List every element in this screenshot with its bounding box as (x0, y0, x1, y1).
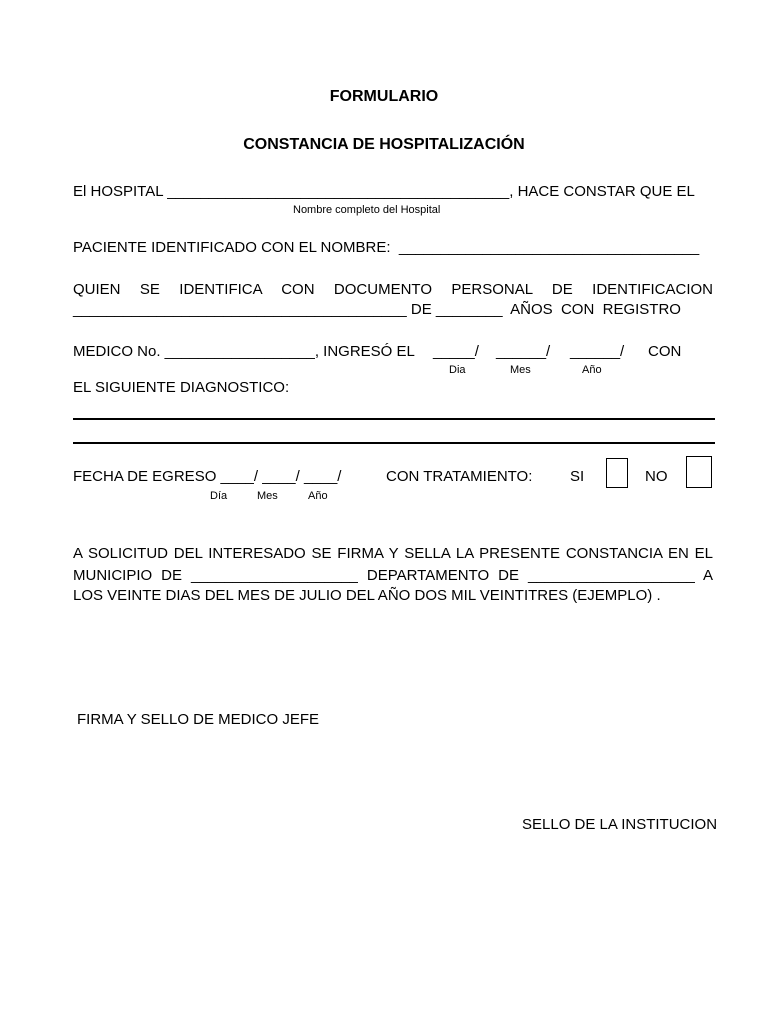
no-checkbox[interactable] (686, 456, 712, 488)
diagnostico-line-1[interactable] (73, 418, 715, 420)
tratamiento-label: CON TRATAMIENTO: (386, 468, 533, 485)
ingreso-year-caption: Año (582, 364, 602, 376)
form-subtitle: CONSTANCIA DE HOSPITALIZACIÓN (243, 136, 525, 153)
ingreso-year-field[interactable]: ______/ (570, 343, 625, 360)
si-label: SI (570, 468, 585, 485)
hospital-suffix: , HACE CONSTAR QUE EL (509, 183, 695, 200)
egreso-month-caption: Mes (257, 490, 278, 502)
firma-medico-jefe: FIRMA Y SELLO DE MEDICO JEFE (77, 711, 320, 728)
hospital-name-blank[interactable]: _________________________________________ (167, 183, 510, 200)
diagnostico-line-2[interactable] (73, 442, 715, 444)
con-label: CON (648, 343, 682, 360)
egreso-year-caption: Año (308, 490, 328, 502)
age-registro-text[interactable]: DE ________ AÑOS CON REGISTRO (406, 301, 681, 318)
ingreso-day-field[interactable]: _____/ (433, 343, 479, 360)
document-number-blank[interactable]: ________________________________________ (73, 301, 407, 318)
ingreso-month-caption: Mes (510, 364, 531, 376)
hospital-prefix: El HOSPITAL (73, 183, 164, 200)
solicitud-line-1: A SOLICITUD DEL INTERESADO SE FIRMA Y SELLA LA PRESENTE CONSTANCIA EN EL (73, 545, 713, 562)
ingreso-month-field[interactable]: ______/ (496, 343, 551, 360)
hospital-caption: Nombre completo del Hospital (293, 204, 441, 216)
document-line-2 (73, 301, 681, 319)
egreso-day-caption: Día (210, 490, 228, 502)
medico-ingreso-text[interactable]: MEDICO No. __________________, INGRESÓ EL (73, 343, 415, 360)
form-title: FORMULARIO (329, 88, 439, 105)
hospital-line (73, 183, 695, 201)
no-label: NO (645, 468, 668, 485)
si-checkbox[interactable] (606, 458, 628, 488)
sello-institucion: SELLO DE LA INSTITUCION (522, 816, 718, 833)
diagnostico-label: EL SIGUIENTE DIAGNOSTICO: (73, 379, 290, 396)
patient-name-line[interactable]: PACIENTE IDENTIFICADO CON EL NOMBRE: ____________________________________ (73, 239, 700, 256)
egreso-date-text[interactable]: FECHA DE EGRESO ____/ ____/ ____/ (73, 468, 342, 485)
solicitud-line-2[interactable]: MUNICIPIO DE ____________________ DEPARTAMENTO DE ____________________ A (73, 567, 713, 584)
ingreso-day-caption: Dia (449, 364, 466, 376)
solicitud-line-3: LOS VEINTE DIAS DEL MES DE JULIO DEL AÑO DOS MIL VEINTITRES (EJEMPLO) . (73, 587, 661, 604)
document-line-1: QUIEN SE IDENTIFICA CON DOCUMENTO PERSONAL DE IDENTIFICACION (73, 281, 713, 298)
